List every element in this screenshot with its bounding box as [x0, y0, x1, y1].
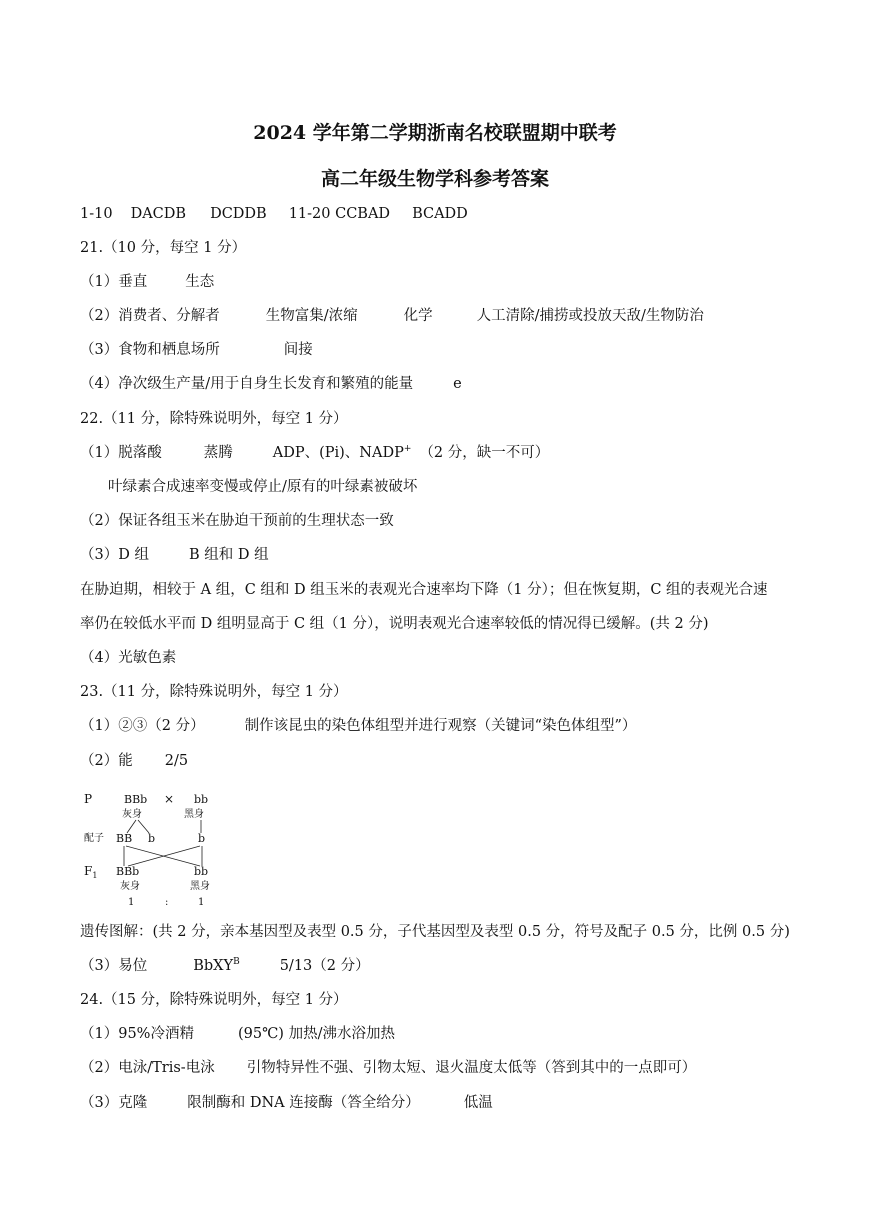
part-num: （1） — [80, 445, 119, 461]
q24-part1 — [80, 1024, 395, 1044]
part-num: （1） — [80, 718, 119, 734]
ratio-value: 1 — [198, 897, 205, 908]
q21-part2 — [80, 306, 704, 326]
q23-part3 — [80, 956, 370, 976]
q22-part2 — [80, 511, 394, 531]
exam-title: 2024 学年第二学期浙南名校联盟期中联考 — [253, 122, 617, 144]
answer: ②③（2 分） — [118, 718, 205, 734]
part-num: （2） — [80, 308, 119, 324]
part-num: （4） — [80, 650, 119, 666]
mc-label-11-20: 11-20 CCBAD — [288, 206, 391, 222]
ratio-separator: : — [165, 897, 169, 908]
q23-part1 — [80, 716, 636, 736]
offspring2-phenotype: 黑身 — [190, 881, 210, 892]
mc-ans-1-5: DACDB — [130, 206, 187, 222]
answer: B 组和 D 组 — [188, 547, 269, 563]
answer: 生物富集/浓缩 — [265, 308, 358, 324]
answer: e — [453, 376, 462, 392]
mc-ans-6-10: DCDDB — [210, 206, 267, 222]
q22-part3 — [80, 545, 269, 565]
answer: ADP、(Pi)、NADP — [272, 445, 404, 461]
answer: 人工清除/捕捞或投放天敌/生物防治 — [476, 308, 704, 324]
q22-part3-explanation-2: 率仍在较低水平而 D 组明显高于 C 组（1 分），说明表观光合速率较低的情况得已缓解。(共 2 分) — [80, 616, 709, 632]
answer: 消费者、分解者 — [118, 308, 220, 324]
gamete-label: 配子 — [84, 833, 104, 844]
part-num: （3） — [80, 547, 119, 563]
answer: 能 — [118, 753, 133, 769]
answer: 净次级生产量/用于自身生长发育和繁殖的能量 — [118, 376, 414, 392]
answer: 易位 — [118, 958, 148, 974]
answer: 食物和栖息场所 — [118, 342, 220, 358]
answer: 制作该昆虫的染色体组型并进行观察（关键词“染色体组型”） — [244, 718, 637, 734]
part-num: （3） — [80, 958, 119, 974]
answer: 引物特异性不强、引物太短、退火温度太低等（答到其中的一点即可） — [246, 1060, 697, 1076]
part-num: （2） — [80, 513, 119, 529]
gamete-b: b — [198, 832, 206, 845]
q24-part2 — [80, 1058, 696, 1078]
q21-part3 — [80, 340, 313, 360]
answer: 95%冷酒精 — [118, 1026, 194, 1042]
part-num: （1） — [80, 274, 119, 290]
parent2-phenotype: 黑身 — [184, 809, 204, 820]
answer: 间接 — [283, 342, 313, 358]
mc-ans-16-20: BCADD — [412, 206, 468, 222]
gamete-BB: BB — [116, 832, 133, 845]
parent1-genotype: BBb — [124, 793, 148, 806]
answer: 保证各组玉米在胁迫干预前的生理状态一致 — [118, 513, 394, 529]
cross-sign: × — [164, 792, 175, 806]
offspring2-genotype: bb — [194, 865, 209, 878]
q21-heading: 21.（10 分，每空 1 分） — [80, 240, 247, 256]
answer: 电泳/Tris-电泳 — [118, 1060, 215, 1076]
answer: BbXY — [193, 958, 234, 974]
answer: 克隆 — [118, 1095, 148, 1111]
superscript-B: B — [233, 957, 240, 968]
answer: 限制酶和 DNA 连接酶（答全给分） — [187, 1095, 420, 1111]
parent-label: P — [84, 792, 93, 806]
part-num: （2） — [80, 753, 119, 769]
q23-heading: 23.（11 分，除特殊说明外，每空 1 分） — [80, 684, 348, 700]
answer-note: （2 分，缺一不可） — [419, 445, 550, 461]
parent1-phenotype: 灰身 — [122, 809, 142, 820]
part-num: （2） — [80, 1060, 119, 1076]
answer: 脱落酸 — [118, 445, 162, 461]
q23-diagram-scoring: 遗传图解：(共 2 分，亲本基因型及表型 0.5 分，子代基因型及表型 0.5 分，符号及配子 0.5 分，比例 0.5 分) — [80, 924, 790, 940]
mc-answers — [80, 204, 468, 224]
q21-part1 — [80, 272, 214, 292]
answer: 生态 — [185, 274, 215, 290]
parent2-genotype: bb — [194, 793, 209, 806]
f1-label: $F_1$ — [84, 864, 98, 880]
q22-part4 — [80, 648, 176, 668]
answer: 光敏色素 — [118, 650, 177, 666]
part-num: （3） — [80, 342, 119, 358]
q22-heading: 22.（11 分，除特殊说明外，每空 1 分） — [80, 411, 348, 427]
superscript-plus: + — [403, 444, 412, 455]
genetic-cross-diagram — [80, 782, 230, 910]
offspring1-genotype: BBb — [116, 865, 140, 878]
answer: 5/13（2 分） — [279, 958, 370, 974]
q24-part3 — [80, 1093, 493, 1113]
mc-label-1-10: 1-10 — [80, 206, 113, 222]
offspring1-phenotype: 灰身 — [120, 881, 140, 892]
part-num: （1） — [80, 1026, 119, 1042]
answer: 2/5 — [164, 753, 189, 769]
answer: 蒸腾 — [203, 445, 233, 461]
part-num: （3） — [80, 1095, 119, 1111]
part-num: （4） — [80, 376, 119, 392]
answer: 化学 — [403, 308, 433, 324]
answer: (95℃) 加热/沸水浴加热 — [237, 1026, 395, 1042]
answer: D 组 — [118, 547, 149, 563]
answer: 垂直 — [118, 274, 148, 290]
q22-part3-explanation-1: 在胁迫期，相较于 A 组，C 组和 D 组玉米的表观光合速率均下降（1 分）；但在恢复期，C 组的表观光合速 — [80, 582, 768, 598]
q21-part4 — [80, 374, 462, 394]
answer: 低温 — [463, 1095, 493, 1111]
q22-part1 — [80, 443, 549, 463]
q24-heading: 24.（15 分，除特殊说明外，每空 1 分） — [80, 992, 348, 1008]
answer-key-title: 高二年级生物学科参考答案 — [320, 168, 549, 190]
q23-part2 — [80, 751, 188, 771]
ratio-value: 1 — [128, 897, 135, 908]
gamete-b: b — [148, 832, 156, 845]
q22-part1-continued: 叶绿素合成速率变慢或停止/原有的叶绿素被破坏 — [108, 479, 418, 495]
